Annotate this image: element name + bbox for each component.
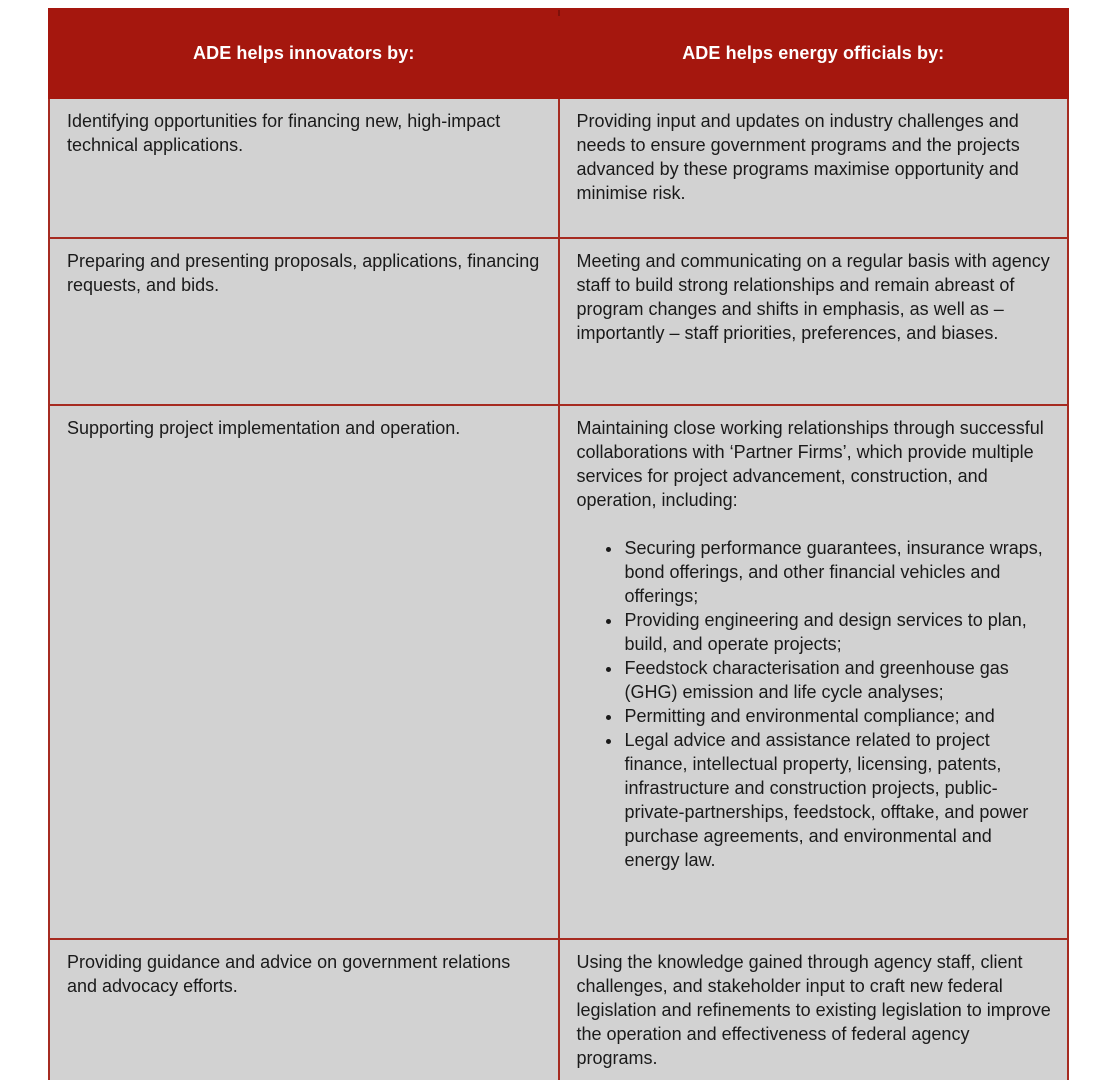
cell-text: Identifying opportunities for financing new, high-impact technical applications. [67, 111, 501, 155]
cell-intro-text: Maintaining close working relationships through successful collaborations with ‘Partner Firms’, which provide multiple services for project advancement, construction, and operation, including: [576, 418, 1044, 510]
header-row [49, 9, 1068, 98]
cell-innovators-financing [49, 98, 559, 238]
list-item: • Feedstock characterisation and greenhouse gas (GHG) emission and life cycle analyses; [623, 656, 1052, 704]
ade-comparison-table [48, 8, 1069, 1080]
list-item: • Securing performance guarantees, insurance wraps, bond offerings, and other financial vehicles and offerings; [623, 536, 1052, 608]
cell-innovators-proposals [49, 238, 559, 405]
partner-firm-services-list [577, 536, 1052, 872]
cell-officials-meetings [559, 238, 1069, 405]
cell-innovators-implementation [49, 405, 559, 939]
table-row [49, 98, 1068, 238]
cell-text: Meeting and communicating on a regular basis with agency staff to build strong relationships and remain abreast of program changes and shifts in emphasis, as well as – importantly – staff priorities, preferences, and biases. [576, 251, 1050, 343]
cell-officials-legislation [559, 939, 1069, 1080]
table-row [49, 238, 1068, 405]
table-row [49, 939, 1068, 1080]
ade-table [48, 8, 1069, 1080]
cell-text: Providing guidance and advice on government relations and advocacy efforts. [67, 952, 511, 996]
table-row [49, 405, 1068, 939]
cell-officials-input-updates [559, 98, 1069, 238]
cell-text: Using the knowledge gained through agency staff, client challenges, and stakeholder input to craft new federal legislation and refinements to existing legislation to improve the operation and effectiveness of federal agency programs. [576, 952, 1051, 1068]
cell-text: Preparing and presenting proposals, applications, financing requests, and bids. [67, 251, 540, 295]
header-innovators: ADE helps innovators by: [49, 9, 559, 98]
header-energy-officials: ADE helps energy officials by: [559, 9, 1069, 98]
cell-text: Providing input and updates on industry challenges and needs to ensure government programs and the projects advanced by these programs maximise opportunity and minimise risk. [576, 111, 1020, 203]
cell-innovators-government-relations [49, 939, 559, 1080]
list-item: • Permitting and environmental compliance; and [623, 704, 1052, 728]
cell-officials-partner-firms [559, 405, 1069, 939]
list-item: • Providing engineering and design services to plan, build, and operate projects; [623, 608, 1052, 656]
list-item: • Legal advice and assistance related to project finance, intellectual property, licensing, patents, infrastructure and construction projects, public-private-partnerships, feedstock, offtake, and power purchase agreements, and environmental and energy law. [623, 728, 1052, 872]
cell-text: Supporting project implementation and operation. [67, 418, 461, 438]
